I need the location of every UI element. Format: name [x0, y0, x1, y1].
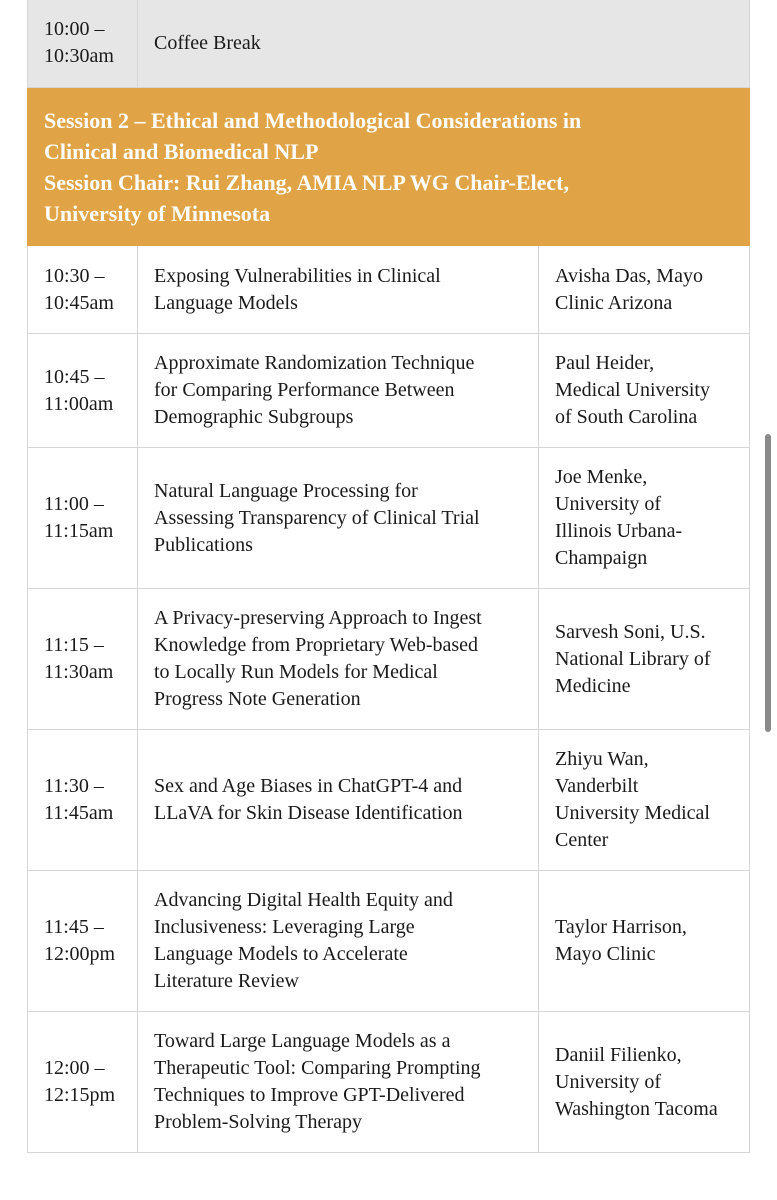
talk-title-line: Assessing Transparency of Clinical Trial — [154, 506, 480, 529]
talk-title-line: for Comparing Performance Between — [154, 379, 455, 401]
scrollbar-thumb[interactable] — [765, 434, 771, 732]
talk-title-line: Therapeutic Tool: Comparing Prompting — [154, 1057, 481, 1079]
talk-time-line: 10:30 – — [44, 264, 105, 287]
talk-time-line: 10:45am — [44, 291, 114, 314]
talk-time — [28, 1012, 138, 1153]
talk-title — [138, 246, 539, 334]
talk-speaker — [539, 334, 750, 448]
talk-speaker-line: Medical University — [555, 379, 710, 401]
talk-title — [138, 334, 539, 448]
talk-row — [28, 730, 750, 871]
talk-title-line: to Locally Run Models for Medical — [154, 661, 438, 683]
break-time-end: 10:30am — [44, 45, 114, 67]
talk-title — [138, 730, 539, 871]
talk-speaker-line: Center — [555, 829, 609, 851]
talk-time-line: 11:00 – — [44, 493, 104, 515]
talk-speaker-line: University of — [555, 493, 662, 515]
talk-time-line: 12:15pm — [44, 1084, 116, 1106]
talk-speaker — [539, 730, 750, 871]
talk-speaker-line: Sarvesh Soni, U.S. — [555, 620, 706, 643]
talk-row — [28, 246, 750, 334]
talk-speaker-line: Clinic Arizona — [555, 291, 673, 314]
talk-time-line: 12:00 – — [44, 1057, 105, 1079]
talk-time — [28, 448, 138, 589]
talk-speaker-line: Medicine — [555, 674, 631, 697]
talk-title-line: LLaVA for Skin Disease Identification — [154, 802, 463, 824]
talk-time — [28, 730, 138, 871]
talk-row — [28, 1012, 750, 1153]
talk-title — [138, 871, 539, 1012]
talk-time-line: 11:15am — [44, 520, 114, 542]
talk-speaker — [539, 1012, 750, 1153]
talk-time — [28, 589, 138, 730]
talk-title — [138, 1012, 539, 1153]
talk-row — [28, 448, 750, 589]
talk-title-line: Inclusiveness: Leveraging Large — [154, 916, 415, 938]
talk-speaker-line: Vanderbilt — [555, 775, 639, 797]
talk-time — [28, 246, 138, 334]
talk-time-line: 11:15 – — [44, 634, 104, 656]
break-time-start: 10:00 – — [44, 18, 105, 40]
talk-time-line: 11:30am — [44, 661, 114, 683]
session-header-row — [28, 88, 750, 246]
talk-speaker-line: Washington Tacoma — [555, 1097, 718, 1120]
talk-speaker-line: Illinois Urbana- — [555, 520, 683, 542]
talk-title-line: Approximate Randomization Technique — [154, 352, 475, 374]
talk-time — [28, 871, 138, 1012]
talk-title-line: Toward Large Language Models as a — [154, 1030, 451, 1052]
talk-title-line: Publications — [154, 533, 253, 556]
session-title-line-2: Clinical and Biomedical NLP — [44, 138, 319, 164]
session-chair-line-2: University of Minnesota — [44, 200, 271, 226]
talk-time-line: 11:30 – — [44, 775, 104, 797]
talk-title-line: Exposing Vulnerabilities in Clinical — [154, 264, 441, 287]
session-title-line-1: Session 2 – Ethical and Methodological Considerations in — [44, 107, 582, 133]
talk-title-line: Demographic Subgroups — [154, 406, 354, 428]
session-header — [28, 88, 750, 246]
talk-title-line: Natural Language Processing for — [154, 479, 418, 502]
talk-time-line: 11:45 – — [44, 916, 104, 938]
talk-title-line: Advancing Digital Health Equity and — [154, 889, 453, 911]
talk-title-line: Progress Note Generation — [154, 688, 361, 710]
talk-title-line: Problem-Solving Therapy — [154, 1111, 362, 1133]
session-chair-line-1: Session Chair: Rui Zhang, AMIA NLP WG Chair-Elect, — [44, 169, 570, 195]
talk-speaker-line: University of — [555, 1070, 662, 1093]
break-time — [28, 0, 138, 88]
talk-time-line: 11:00am — [44, 392, 114, 415]
talk-title-line: Sex and Age Biases in ChatGPT-4 and — [154, 775, 463, 797]
talk-speaker-line: University Medical — [555, 802, 710, 824]
talk-title-line: Language Models to Accelerate — [154, 943, 408, 965]
talk-title-line: Techniques to Improve GPT-Delivered — [154, 1084, 465, 1106]
talk-time — [28, 334, 138, 448]
coffee-break-row — [28, 0, 750, 88]
talk-speaker-line: Daniil Filienko, — [555, 1043, 682, 1066]
talk-speaker-line: Zhiyu Wan, — [555, 748, 649, 770]
talk-row — [28, 589, 750, 730]
talk-time-line: 12:00pm — [44, 943, 116, 965]
talk-row — [28, 334, 750, 448]
talk-speaker-line: Mayo Clinic — [555, 943, 656, 965]
talk-speaker — [539, 871, 750, 1012]
talk-title-line: Literature Review — [154, 970, 299, 992]
talk-title-line: A Privacy-preserving Approach to Ingest — [154, 607, 482, 629]
talk-speaker — [539, 246, 750, 334]
talk-speaker-line: Avisha Das, Mayo — [555, 264, 703, 287]
talk-speaker-line: of South Carolina — [555, 406, 698, 428]
talk-time-line: 11:45am — [44, 802, 114, 824]
talk-row — [28, 871, 750, 1012]
talk-title — [138, 589, 539, 730]
talk-speaker-line: National Library of — [555, 647, 711, 670]
talk-speaker-line: Paul Heider, — [555, 352, 655, 374]
talk-time-line: 10:45 – — [44, 365, 105, 388]
talk-title-line: Language Models — [154, 291, 298, 314]
talk-title-line: Knowledge from Proprietary Web-based — [154, 634, 479, 656]
talk-speaker-line: Taylor Harrison, — [555, 916, 687, 938]
schedule-table — [27, 0, 750, 1153]
talk-title — [138, 448, 539, 589]
talk-speaker-line: Joe Menke, — [555, 466, 648, 488]
talk-speaker — [539, 448, 750, 589]
talk-speaker — [539, 589, 750, 730]
talk-speaker-line: Champaign — [555, 547, 648, 569]
break-label: Coffee Break — [138, 0, 750, 88]
